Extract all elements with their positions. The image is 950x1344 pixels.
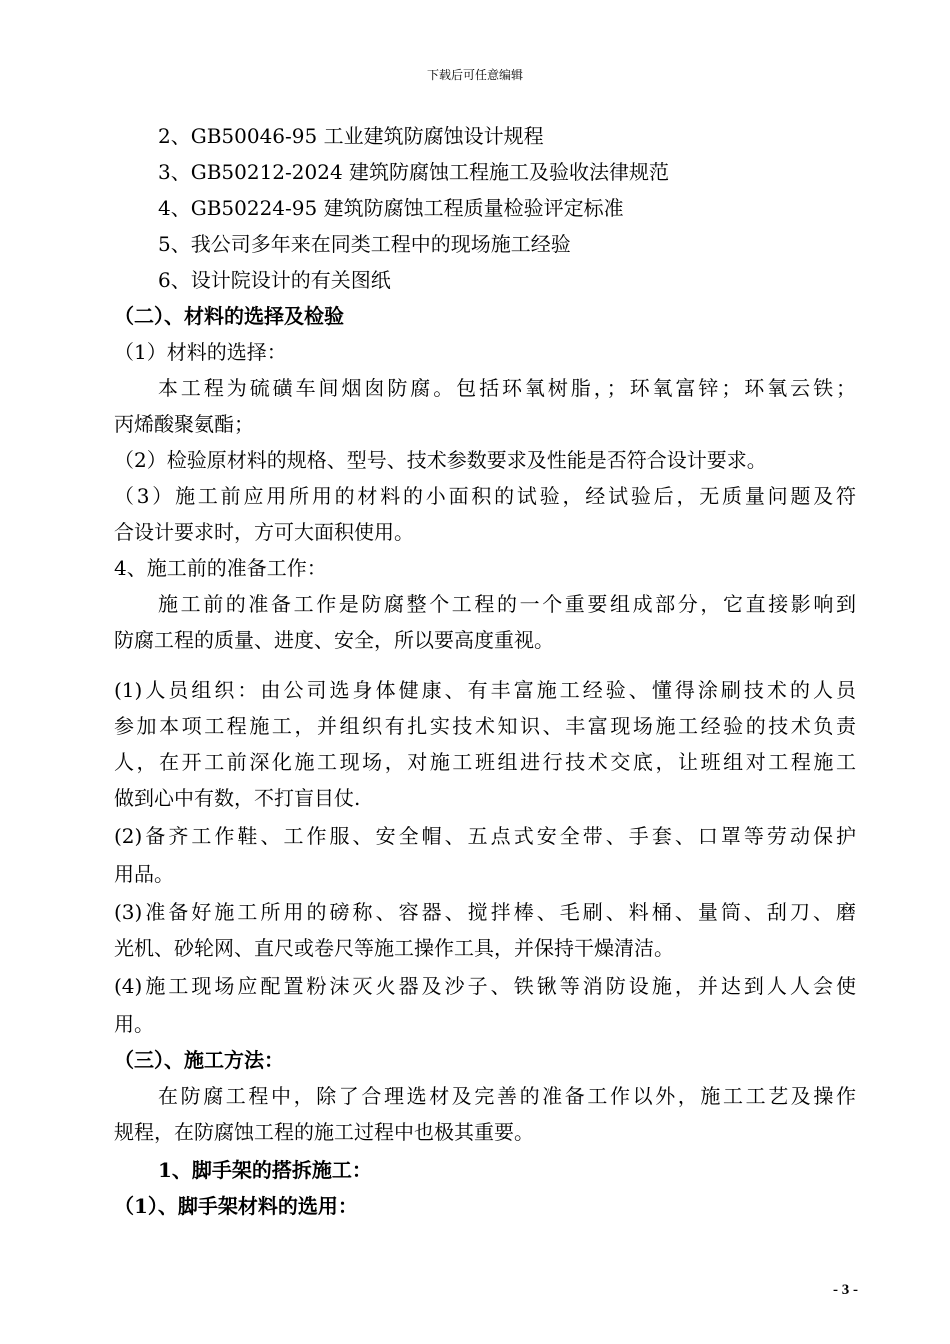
page-number: - 3 - [833,1282,858,1298]
text-line: 4、施工前的准备工作： [114,556,327,580]
text-line: 参加本项工程施工，并组织有扎实技术知识、丰富现场施工经验的技术负责 [114,714,856,738]
text-line: (4)施工现场应配置粉沫灭火器及沙子、铁锹等消防设施，并达到人人会使 [114,974,856,998]
text-line: 合设计要求时，方可大面积使用。 [114,520,414,544]
text-line: (2)备齐工作鞋、工作服、安全帽、五点式安全带、手套、口罩等劳动保护 [114,824,856,848]
text-line: 用。 [114,1012,154,1036]
text-line: （3）施工前应用所用的材料的小面积的试验，经试验后，无质量问题及符 [114,484,856,508]
text-line: 6、设计院设计的有关图纸 [158,268,391,292]
text-line: 做到心中有数，不打盲目仗. [114,786,361,810]
section-heading: （二）、材料的选择及检验 [114,304,344,328]
text-line: 防腐工程的质量、进度、安全，所以要高度重视。 [114,628,554,652]
text-line: 本工程为硫磺车间烟囱防腐。包括环氧树脂，；环氧富锌；环氧云铁； [158,376,856,400]
text-line: 丙烯酸聚氨酯； [114,412,254,436]
section-heading: （三）、施工方法： [114,1048,284,1072]
text-line: 施工前的准备工作是防腐整个工程的一个重要组成部分，它直接影响到 [158,592,856,616]
text-line: 4、GB50224-95 建筑防腐蚀工程质量检验评定标准 [158,196,624,220]
text-line: 用品。 [114,862,174,886]
subsection-heading: （1）、脚手架材料的选用： [114,1194,358,1218]
text-line: 光机、砂轮网、直尺或卷尺等施工操作工具，并保持干燥清洁。 [114,936,674,960]
text-line: (3)准备好施工所用的磅称、容器、搅拌棒、毛刷、料桶、量筒、刮刀、磨 [114,900,856,924]
text-line: 2、GB50046-95 工业建筑防腐蚀设计规程 [158,124,544,148]
page-header: 下载后可任意编辑 [426,68,523,82]
text-line: 5、我公司多年来在同类工程中的现场施工经验 [158,232,571,256]
text-line: 人，在开工前深化施工现场，对施工班组进行技术交底，让班组对工程施工 [114,750,856,774]
subsection-heading: 1、脚手架的搭拆施工： [158,1158,372,1182]
text-line: 规程，在防腐蚀工程的施工过程中也极其重要。 [114,1120,534,1144]
text-line: （1）材料的选择： [114,340,287,364]
text-line: (1)人员组织：由公司选身体健康、有丰富施工经验、懂得涂刷技术的人员 [114,678,856,702]
text-line: 3、GB50212-2024 建筑防腐蚀工程施工及验收法律规范 [158,160,670,184]
text-line: （2）检验原材料的规格、型号、技术参数要求及性能是否符合设计要求。 [114,448,767,472]
text-line: 在防腐工程中，除了合理选材及完善的准备工作以外，施工工艺及操作 [158,1084,856,1108]
